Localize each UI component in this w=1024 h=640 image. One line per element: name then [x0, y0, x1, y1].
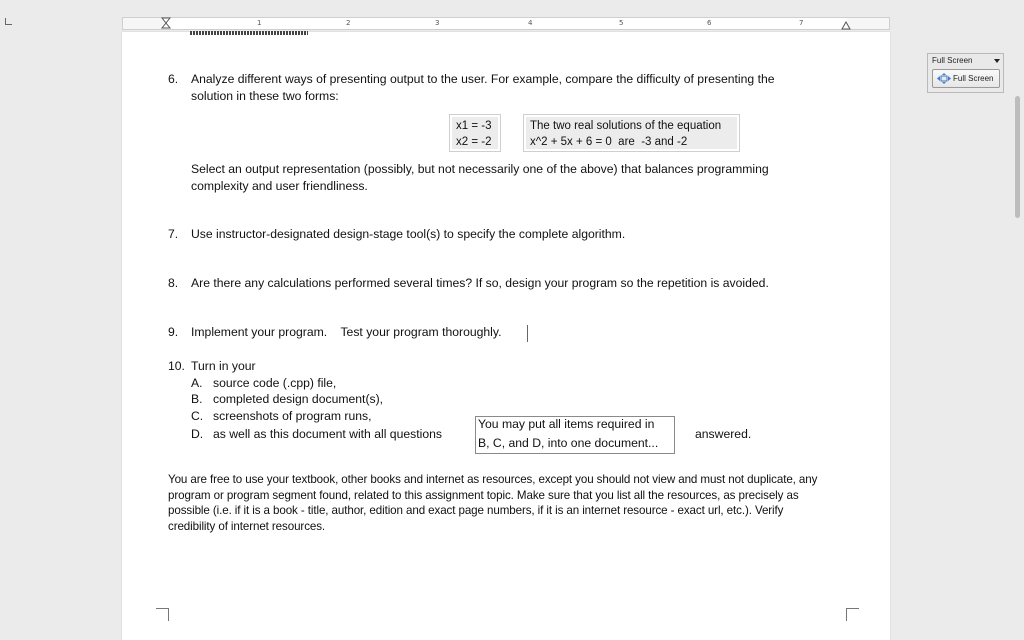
left-indent-marker[interactable] — [161, 17, 171, 29]
full-screen-toolbar-title-text: Full Screen — [932, 56, 973, 65]
example-box-short — [449, 114, 501, 152]
note-textbox-line-2: B, C, and D, into one document... — [478, 436, 659, 450]
ruler-mark: 1 — [257, 19, 262, 27]
item-10-text: Turn in your — [191, 359, 256, 373]
closing-line-3: possible (i.e. if it is a book - title, author, edition and exact page numbers, if it is an internet resource - exact url, etc.). Verify — [168, 504, 784, 517]
example-box-short-line-2: x2 = -2 — [456, 136, 492, 148]
note-textbox-line-1: You may put all items required in — [478, 417, 655, 431]
ruler-mark: 6 — [707, 19, 712, 27]
item-9-text: Implement your program. Test your program thoroughly. — [191, 325, 502, 339]
item-6-after-line-1: Select an output representation (possibly, but not necessarily one of the above) that balances programming — [191, 162, 769, 176]
item-6-after-line-2: complexity and user friendliness. — [191, 179, 368, 193]
item-9-number: 9. — [168, 325, 179, 339]
item-10-number: 10. — [168, 359, 185, 373]
example-box-long-line-1: The two real solutions of the equation — [530, 120, 722, 132]
subitem-text: completed design document(s), — [213, 392, 384, 406]
ruler-mark: 4 — [528, 19, 533, 27]
full-screen-toolbar — [927, 53, 1004, 93]
closing-line-2: program or program segment found, related to this assignment topic. Make sure that you list all the resources, as precisely as — [168, 488, 799, 502]
subitem-text: screenshots of program runs, — [213, 409, 372, 423]
ruler-mark: 3 — [435, 19, 440, 27]
item-6-line-1: Analyze different ways of presenting output to the user. For example, compare the difficulty of presenting the — [191, 72, 775, 86]
subitem-text: source code (.cpp) file, — [213, 376, 337, 390]
text-cursor — [527, 325, 528, 342]
full-screen-icon — [937, 73, 951, 84]
right-indent-marker[interactable] — [841, 21, 851, 30]
note-textbox[interactable] — [475, 416, 675, 454]
full-screen-button[interactable] — [932, 69, 1000, 88]
crop-mark-bottom-left — [156, 608, 169, 621]
ruler-mark: 5 — [619, 19, 624, 27]
full-screen-toolbar-title[interactable] — [930, 55, 1002, 67]
subitem-text: as well as this document with all questions — [213, 427, 442, 441]
ruler-text-area — [167, 18, 847, 29]
subitem-letter: A. — [191, 376, 203, 390]
item-6-number: 6. — [168, 72, 179, 86]
closing-line-1: You are free to use your textbook, other books and internet as resources, except you should not view and must not duplicate, any — [168, 473, 818, 486]
subitem-letter: C. — [191, 409, 204, 423]
item-7-number: 7. — [168, 227, 179, 241]
closing-line-4: credibility of internet resources. — [168, 519, 326, 533]
example-box-long-line-2: x^2 + 5x + 6 = 0 are -3 and -2 — [530, 136, 688, 148]
item-6-line-2: solution in these two forms: — [191, 89, 339, 103]
crop-mark-bottom-right — [846, 608, 859, 621]
full-screen-button-label: Full Screen — [953, 74, 994, 83]
item-10-trailing-text: answered. — [695, 427, 752, 441]
subitem-letter: B. — [191, 392, 203, 406]
item-8-text: Are there any calculations performed several times? If so, design your program so the repetition is avoided. — [191, 276, 769, 290]
item-7-text: Use instructor-designated design-stage tool(s) to specify the complete algorithm. — [191, 227, 626, 241]
ruler-mark: 7 — [799, 19, 804, 27]
tab-stop-selector[interactable] — [5, 18, 12, 25]
chevron-down-icon[interactable] — [994, 59, 1000, 63]
vertical-scrollbar-thumb[interactable] — [1015, 96, 1020, 218]
horizontal-ruler[interactable] — [122, 17, 890, 30]
ruler-mark: 2 — [346, 19, 351, 27]
example-box-short-line-1: x1 = -3 — [456, 120, 492, 132]
clipped-text-line — [190, 31, 308, 35]
subitem-letter: D. — [191, 427, 204, 441]
example-box-long — [523, 114, 740, 152]
item-8-number: 8. — [168, 276, 179, 290]
